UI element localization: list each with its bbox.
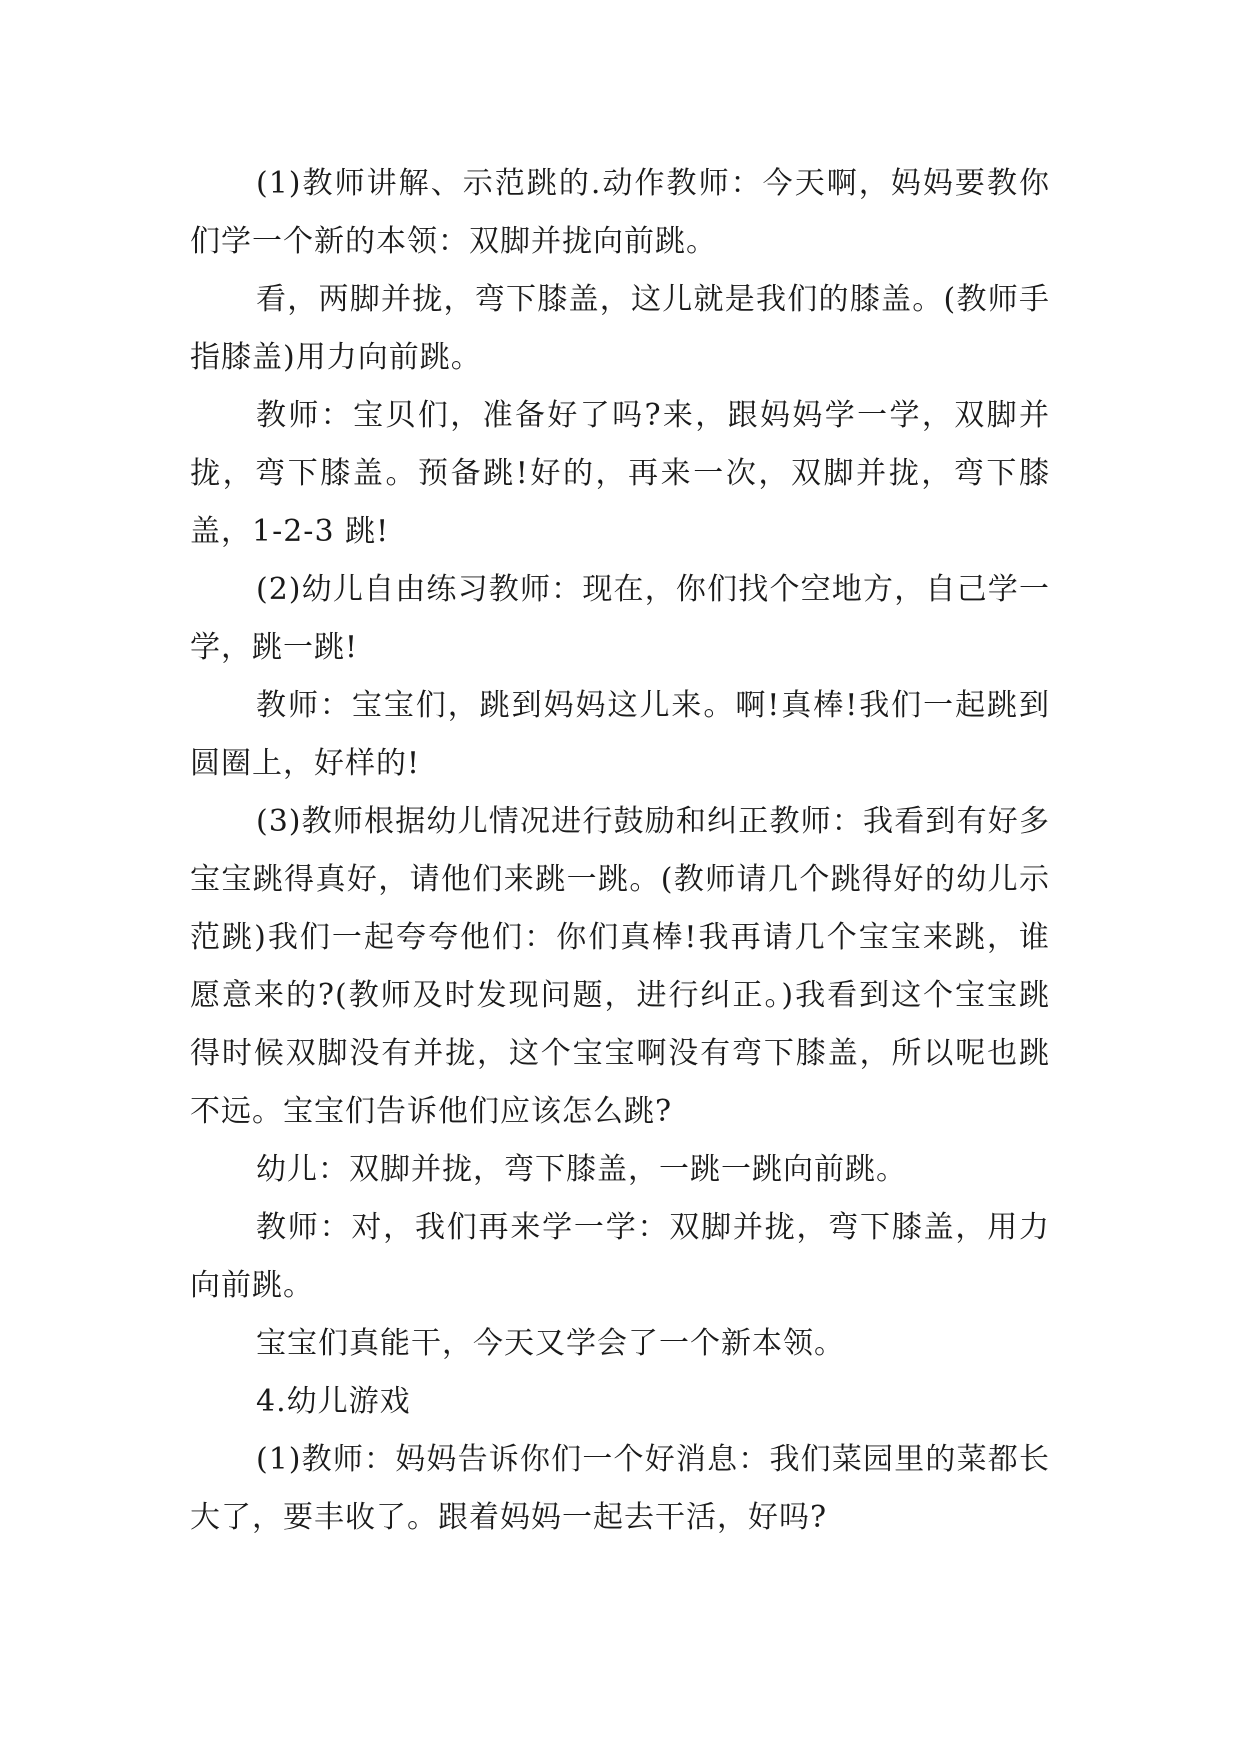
- section-heading-game: 4.幼儿游戏: [256, 1384, 411, 1419]
- paragraph-encourage-correct: (3)教师根据幼儿情况进行鼓励和纠正教师：我看到有好多宝宝跳得真好，请他们来跳一跳。(教师请几个跳得好的幼儿示范跳)我们一起夸夸他们：你们真棒!我再请几个宝宝来跳，谁愿意来的?(教师及时发现问题，进行纠正。)我看到这个宝宝跳得时候双脚没有并拢，这个宝宝啊没有弯下膝盖，所以呢也跳不远。宝宝们告诉他们应该怎么跳?: [190, 804, 1050, 1129]
- paragraph-new-skill: 宝宝们真能干，今天又学会了一个新本领。: [256, 1326, 845, 1361]
- paragraph-free-practice: (2)幼儿自由练习教师：现在，你们找个空地方，自己学一学，跳一跳!: [190, 572, 1050, 665]
- paragraph-learn-again: 教师：对，我们再来学一学：双脚并拢，弯下膝盖，用力向前跳。: [190, 1210, 1050, 1303]
- paragraph-jump-to-circle: 教师：宝宝们，跳到妈妈这儿来。啊!真棒!我们一起跳到圆圈上，好样的!: [190, 688, 1050, 781]
- paragraph-knee-explain: 看，两脚并拢，弯下膝盖，这儿就是我们的膝盖。(教师手指膝盖)用力向前跳。: [190, 282, 1050, 375]
- document-body: [190, 155, 1050, 1547]
- paragraph-teacher-demo: (1)教师讲解、示范跳的.动作教师：今天啊，妈妈要教你们学一个新的本领：双脚并拢向前跳。: [190, 166, 1050, 259]
- paragraph-harvest-news: (1)教师：妈妈告诉你们一个好消息：我们菜园里的菜都长大了，要丰收了。跟着妈妈一起去干活，好吗?: [190, 1442, 1050, 1535]
- paragraph-children-answer: 幼儿：双脚并拢，弯下膝盖，一跳一跳向前跳。: [256, 1152, 907, 1187]
- paragraph-ready-jump: 教师：宝贝们，准备好了吗?来，跟妈妈学一学，双脚并拢，弯下膝盖。预备跳!好的，再来一次，双脚并拢，弯下膝盖，1-2-3 跳!: [190, 398, 1050, 549]
